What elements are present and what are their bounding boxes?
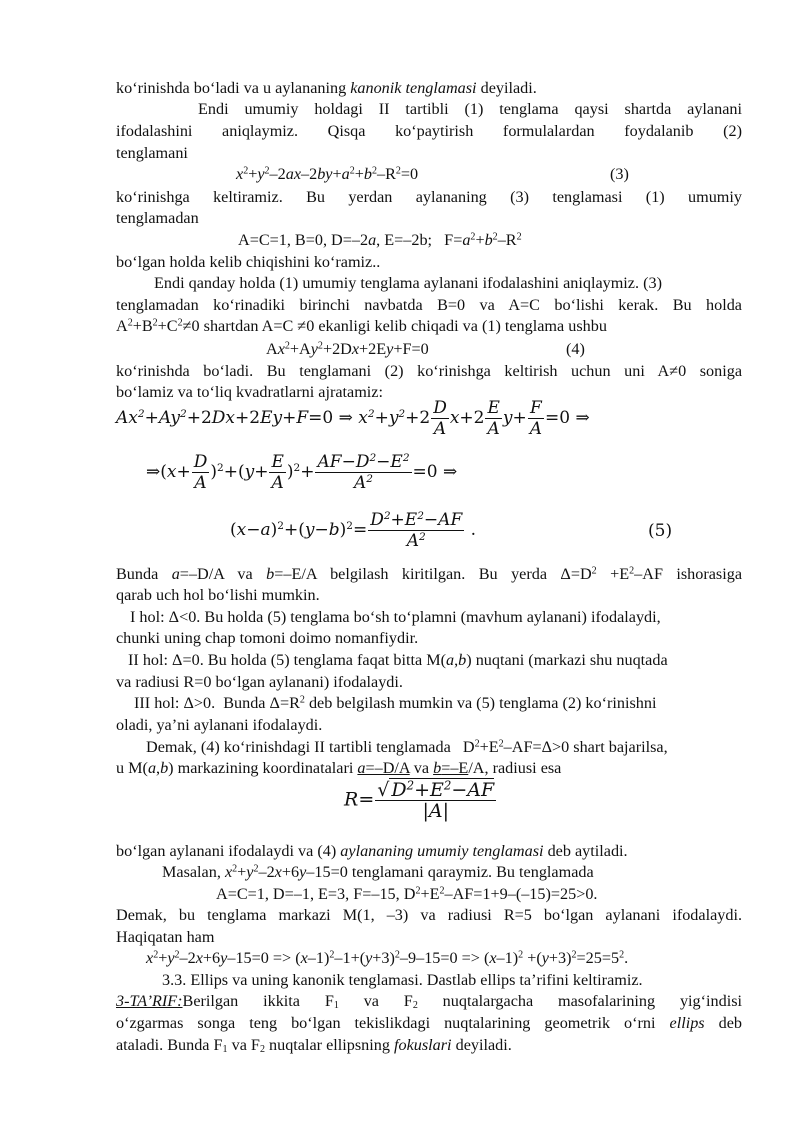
paragraph-line: boʻlgan aylanani ifodalaydi va (4) aylananing umumiy tenglamasi deb aytiladi.	[116, 842, 628, 860]
paragraph-line: II hol: Δ=0. Bu holda (5) tenglama faqat bitta M(a,b) nuqtani (markazi shu nuqtada	[128, 651, 668, 669]
equation-number: (5)	[648, 521, 673, 541]
paragraph-line: qarab uch hol boʻlishi mumkin.	[116, 586, 320, 604]
paragraph-line: tenglamadan	[116, 209, 199, 227]
definition-line: oʻzgarmas songa teng boʻlgan tekislikdagi nuqtalarining geometrik oʻrni ellips deb	[116, 1014, 742, 1032]
radius-formula: R= $\frac{√ D^2+E^2-AF}{|A|}$	[344, 778, 495, 822]
paragraph-line: koʻrinishga keltiramiz. Bu yerdan aylananing (3) tenglamasi (1) umumiy	[116, 188, 742, 206]
paragraph-line: A=C=1, D=–1, E=3, F=–15, $D^2+E^2-AF=1+9-(-15)=25>0$.	[216, 885, 598, 903]
paragraph-line: koʻrinishda boʻladi. Bu tenglamani (2) koʻrinishga keltirish uchun uni A≠0 soniga	[116, 362, 742, 380]
paragraph-line: tenglamani	[116, 144, 188, 162]
coefficients-line: A=C=1, B=0, D=–2a, E=–2b; $F=a^2+b^2-R^2$	[238, 231, 522, 249]
definition-line: ataladi. Bunda $F_1$ va $F_2$ nuqtalar ellipsning fokuslari deyiladi.	[116, 1036, 512, 1055]
definition-line: 3-TA’RIF:Berilgan ikkita $F_1$ va $F_2$ nuqtalargacha masofalarining yigʻindisi	[116, 992, 742, 1011]
section-heading: 3.3. Ellips va uning kanonik tenglamasi. Dastlab ellips ta’rifini keltiramiz.	[162, 971, 643, 989]
equation-number: (3)	[610, 165, 629, 183]
paragraph-line: Demak, (4) koʻrinishdagi II tartibli tenglamada $D^2+E^2-AF=\Delta>0$ shart bajarilsa,	[146, 738, 668, 756]
paragraph-line: Endi umumiy holdagi II tartibli (1) tenglama qaysi shartda aylanani	[198, 100, 742, 118]
paragraph-line: tenglamadan koʻrinadiki birinchi navbatda B=0 va A=C boʻlishi kerak. Bu holda	[116, 296, 742, 314]
paragraph-line: ifodalashini aniqlaymiz. Qisqa koʻpaytirish formulalardan foydalanib (2)	[116, 122, 742, 140]
paragraph-line: boʻlamiz va toʻliq kvadratlarni ajratamiz:	[116, 383, 383, 401]
paragraph-line: $A^2+B^2+C^2\ne 0$ shartdan A=C ≠0 ekanligi kelib chiqadi va (1) tenglama ushbu	[116, 317, 607, 335]
paragraph-line: u M(a,b) markazining koordinatalari a=–D/A va b=–E/A, radiusi esa	[116, 759, 562, 777]
equation-example: $x^2+y^2-2x+6y-15=0 => (x-1)^2-1+(y+3)^2-9-15=0 => (x-1)^2 +(y+3)^2=25=5^2$.	[146, 949, 629, 967]
equation-expansion-1: $Ax^2+Ay^2+2Dx+2Ey+F=0$ ⇒ $x^2+y^2+2$ $\frac{D}{A}$ x+2 $\frac{E}{A}$ y+ $\frac{F}{A}$ =0 ⇒	[116, 398, 590, 439]
paragraph-line: Haqiqatan ham	[116, 928, 215, 946]
paragraph-line: chunki uning chap tomoni doimo nomanfiydir.	[116, 629, 419, 647]
equation-number: (4)	[566, 340, 585, 358]
paragraph-line: Endi qanday holda (1) umumiy tenglama aylanani ifodalashini aniqlaymiz. (3)	[154, 274, 662, 292]
paragraph-line: boʻlgan holda kelib chiqishini koʻramiz..	[116, 253, 381, 271]
paragraph-line: va radiusi R=0 boʻlgan aylanani) ifodalaydi.	[116, 673, 403, 691]
paragraph-line: III hol: Δ>0. Bunda $\Delta=R^2$ deb belgilash mumkin va (5) tenglama (2) koʻrinishni	[134, 694, 657, 712]
equation-3: $x^2+y^2-2ax-2by+a^2+b^2-R^2=0$	[236, 165, 419, 183]
paragraph-line: Demak, bu tenglama markazi M(1, –3) va radiusi R=5 boʻlgan aylanani ifodalaydi.	[116, 906, 742, 924]
paragraph-line: I hol: Δ<0. Bu holda (5) tenglama boʻsh toʻplamni (mavhum aylanani) ifodalaydi,	[130, 608, 661, 626]
text-line: koʻrinishda boʻladi va u aylananing kanonik tenglamasi deyiladi.	[116, 79, 537, 97]
equation-5: $(x-a)^2+(y-b)^2=$ $\frac{D^2+E^2-AF}{A^2}$ .	[230, 510, 477, 551]
paragraph-line: oladi, ya’ni aylanani ifodalaydi.	[116, 716, 323, 734]
paragraph-line: Masalan, $x^2+y^2-2x+6y-15=0$ tenglamani qaraymiz. Bu tenglamada	[162, 863, 594, 881]
equation-expansion-2: ⇒(x+ $\frac{D}{A}$ )$^2$+(y+ $\frac{E}{A}$ )$^2$+ $\frac{AF-D^2-E^2}{A^2}$ =0 ⇒	[146, 452, 458, 493]
equation-4: $Ax^2+Ay^2+2Dx+2Ey+F=0$	[266, 340, 429, 358]
paragraph-line: Bunda a=–D/A va b=–E/A belgilash kiritilgan. Bu yerda $\Delta=D^2 +E^2-AF$ ishorasiga	[116, 565, 743, 583]
